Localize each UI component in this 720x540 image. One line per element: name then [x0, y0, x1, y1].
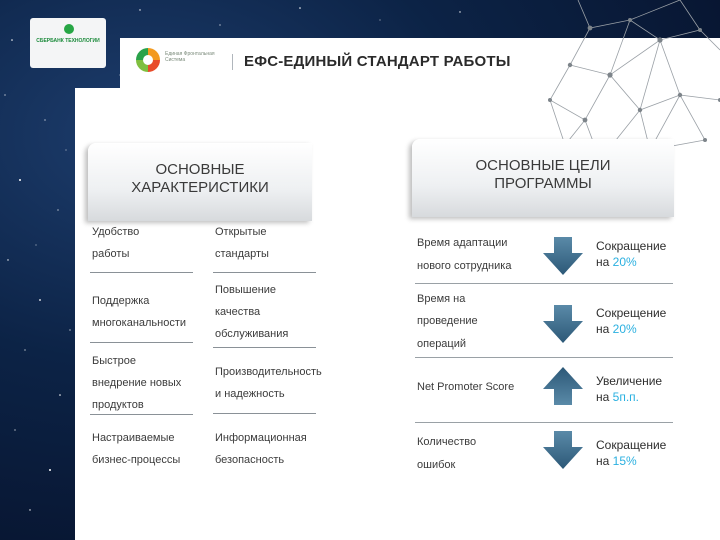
- arrow-down-icon: [543, 305, 583, 343]
- divider: [213, 347, 316, 348]
- sberbank-emblem-icon: [64, 24, 74, 34]
- goal-result-amount: на 20%: [596, 255, 637, 269]
- divider: [90, 272, 193, 273]
- feature-item-label: Быстрое: [92, 355, 137, 367]
- features-header: [88, 143, 312, 221]
- sberbank-tech-logo: [30, 18, 106, 68]
- divider: [213, 272, 316, 273]
- efs-logo-caption: Единая Фронтальная Система: [165, 51, 215, 63]
- feature-item-label: Поддержка: [92, 295, 150, 307]
- goal-result: [596, 437, 666, 469]
- feature-item-label: внедрение новых: [92, 377, 182, 389]
- page-title: ЕФС-ЕДИНЫЙ СТАНДАРТ РАБОТЫ: [244, 53, 511, 70]
- feature-item-label: бизнес-процессы: [92, 454, 181, 466]
- divider: [415, 422, 673, 423]
- feature-item-label: продуктов: [92, 399, 144, 411]
- divider: [415, 357, 673, 358]
- features-title: ОСНОВНЫЕ ХАРАКТЕРИСТИКИ: [131, 161, 269, 196]
- divider: [415, 283, 673, 284]
- goal-result-verb: Увеличение: [596, 374, 663, 388]
- goal-result-verb: Сокращение: [596, 239, 667, 253]
- goal-result-percent: 5п.п.: [612, 390, 639, 404]
- goal-label: Количество: [417, 436, 477, 448]
- feature-item-label: стандарты: [215, 248, 269, 260]
- feature-item-label: работы: [92, 248, 130, 260]
- goal-result: [596, 238, 666, 270]
- feature-item-label: и надежность: [215, 388, 285, 400]
- divider: [213, 413, 316, 414]
- arrow-down-icon: [543, 431, 583, 469]
- feature-item-label: Удобство: [92, 226, 140, 238]
- goal-label: ошибок: [417, 459, 456, 471]
- goal-result: [596, 305, 666, 337]
- goal-label: Net Promoter Score: [417, 381, 515, 393]
- goal-label: проведение: [417, 315, 478, 327]
- feature-item-label: Настраиваемые: [92, 432, 175, 444]
- feature-item-label: безопасность: [215, 454, 285, 466]
- feature-item-label: многоканальности: [92, 317, 187, 329]
- goal-result-amount: на 15%: [596, 454, 637, 468]
- arrow-down-icon: [543, 237, 583, 275]
- feature-item-label: Открытые: [215, 226, 267, 238]
- goal-label: нового сотрудника: [417, 260, 512, 272]
- goal-result-amount: на 20%: [596, 322, 637, 336]
- goal-result-percent: 20%: [612, 322, 637, 336]
- goal-result-verb: Сокращение: [596, 438, 667, 452]
- goal-label: Время на: [417, 293, 466, 305]
- divider: [90, 342, 193, 343]
- goals-title: ОСНОВНЫЕ ЦЕЛИ ПРОГРАММЫ: [475, 157, 611, 192]
- header-divider: [232, 54, 233, 70]
- goal-label: Время адаптации: [417, 237, 508, 249]
- feature-item-label: качества: [215, 306, 261, 318]
- arrow-up-icon: [543, 367, 583, 405]
- feature-item-label: Производительность: [215, 366, 322, 378]
- goal-result-percent: 20%: [612, 255, 637, 269]
- feature-item-label: Повышение: [215, 284, 277, 296]
- goal-result-amount: на 5п.п.: [596, 390, 639, 404]
- logo-text: СБЕРБАНК ТЕХНОЛОГИИ: [36, 38, 100, 44]
- goal-result-percent: 15%: [612, 454, 637, 468]
- goal-label: операций: [417, 338, 467, 350]
- goal-result: [596, 373, 662, 405]
- feature-item-label: Информационная: [215, 432, 307, 444]
- efs-logo-icon: [136, 48, 160, 72]
- goals-header: [412, 139, 674, 217]
- feature-item-label: обслуживания: [215, 328, 289, 340]
- divider: [90, 414, 193, 415]
- goal-result-verb: Сокрещение: [596, 306, 667, 320]
